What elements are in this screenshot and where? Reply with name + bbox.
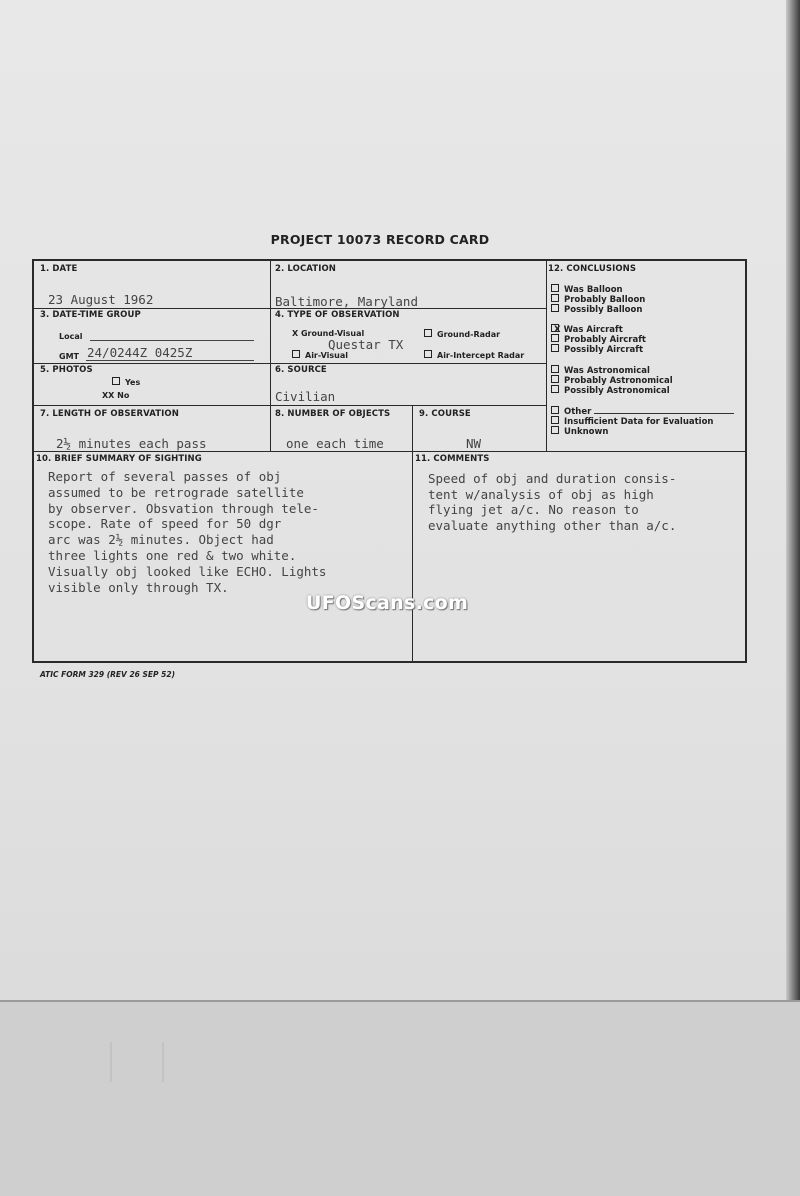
conclusion-label: Was Balloon [564, 285, 623, 295]
conclusion-checkbox [551, 375, 559, 383]
conclusion-label: Possibly Balloon [564, 305, 643, 315]
scan-dark-edge [786, 0, 800, 1000]
photos-yes-checkbox [112, 377, 120, 385]
ground-radar-checkbox [424, 329, 432, 337]
datetime-label: 3. DATE-TIME GROUP [40, 310, 141, 320]
conclusion-checkbox [551, 294, 559, 302]
conclusion-checkbox [551, 426, 559, 434]
conclusion-possibly-astronomical [551, 385, 670, 396]
photos-label: 5. PHOTOS [40, 365, 93, 375]
conclusion-label: Probably Astronomical [564, 376, 673, 386]
summary-line-4: scope. Rate of speed for 50 dgr [48, 516, 282, 532]
location-label: 2. LOCATION [275, 264, 336, 274]
course-value: NW [466, 436, 482, 451]
air-intercept-text: Air-Intercept Radar [437, 351, 525, 360]
conclusions-label: 12. CONCLUSIONS [548, 264, 637, 274]
divider-h-2 [34, 363, 546, 364]
summary-line-3: by observer. Obsvation through tele- [48, 500, 319, 516]
conclusion-checked-mark: X [554, 325, 561, 335]
air-intercept-option [424, 350, 524, 360]
photos-yes-text: Yes [125, 378, 141, 387]
num-objects-value: one each time [286, 436, 384, 451]
ground-visual-mark: X [292, 329, 299, 338]
other-line [594, 413, 734, 414]
comments-line-1: Speed of obj and duration consis- [428, 471, 677, 486]
conclusion-label: Was Aircraft [563, 325, 623, 335]
air-intercept-checkbox [424, 350, 432, 358]
divider-v-3 [412, 405, 413, 661]
date-value: 23 August 1962 [48, 292, 154, 307]
ground-radar-text: Ground-Radar [437, 330, 501, 339]
conclusion-label: Possibly Astronomical [564, 386, 670, 396]
local-line [90, 340, 254, 341]
length-label: 7. LENGTH OF OBSERVATION [40, 409, 179, 419]
conclusion-label: Probably Aircraft [564, 335, 646, 345]
watermark: UFOScans.com [306, 592, 469, 614]
ghost-marks [110, 1042, 164, 1082]
date-label: 1. DATE [40, 264, 78, 274]
comments-line-4: evaluate anything other than a/c. [428, 517, 677, 533]
source-value: Civilian [275, 389, 336, 404]
conclusion-checkbox [551, 304, 559, 312]
summary-line-7: Visually obj looked like ECHO. Lights [48, 563, 327, 579]
course-label: 9. COURSE [419, 409, 471, 419]
conclusion-checkbox [551, 406, 559, 414]
conclusion-checkbox [551, 365, 559, 373]
divider-h-3 [34, 405, 546, 406]
conclusion-checkbox [551, 416, 559, 424]
conclusion-checkbox [551, 334, 559, 342]
summary-label: 10. BRIEF SUMMARY OF SIGHTING [36, 454, 202, 464]
conclusion-unknown [551, 426, 608, 437]
gmt-value: 24/0244Z 0425Z [87, 345, 193, 360]
divider-v-1 [270, 261, 271, 451]
conclusion-label: Was Astronomical [564, 366, 650, 376]
air-visual-text: Air-Visual [305, 351, 349, 360]
comments-label: 11. COMMENTS [415, 454, 490, 464]
num-objects-label: 8. NUMBER OF OBJECTS [275, 409, 391, 419]
form-id: ATIC FORM 329 (REV 26 SEP 52) [40, 670, 176, 679]
comments-line-2: tent w/analysis of obj as high [428, 486, 654, 502]
summary-line-5: arc was 2½ minutes. Object had [48, 532, 274, 548]
conclusion-checkbox [551, 284, 559, 292]
photos-no-option [102, 391, 129, 400]
card-title: PROJECT 10073 RECORD CARD [270, 232, 490, 247]
conclusion-possibly-aircraft [551, 344, 643, 355]
conclusion-checkbox [551, 385, 559, 393]
conclusion-label: Unknown [564, 427, 609, 437]
summary-line-6: three lights one red & two white. [48, 548, 297, 563]
conclusion-label: Possibly Aircraft [564, 345, 644, 355]
location-value: Baltimore, Maryland [275, 294, 418, 309]
source-label: 6. SOURCE [275, 365, 327, 375]
photos-yes-option [112, 377, 140, 387]
photos-no-mark: XX [102, 391, 115, 400]
conclusion-label: Other [564, 407, 592, 417]
comments-line-3: flying jet a/c. No reason to [428, 502, 639, 517]
photos-no-text: No [117, 391, 130, 400]
air-visual-option [292, 350, 348, 360]
conclusion-label: Probably Balloon [564, 295, 646, 305]
divider-v-2 [546, 261, 547, 451]
ground-visual-text: Ground-Visual [300, 329, 365, 338]
summary-line-2: assumed to be retrograde satellite [48, 484, 304, 500]
lower-sheet [0, 1000, 800, 1196]
conclusion-possibly-balloon [551, 304, 642, 315]
summary-line-8: visible only through TX. [48, 579, 229, 595]
observation-typed-note: Questar TX [328, 337, 404, 352]
gmt-label: GMT [59, 352, 79, 361]
length-value: 2½ minutes each pass [56, 436, 207, 451]
observation-type-label: 4. TYPE OF OBSERVATION [275, 310, 400, 320]
local-label: Local [59, 332, 83, 341]
air-visual-checkbox [292, 350, 300, 358]
ground-radar-option [424, 329, 500, 339]
conclusion-label: Insufficient Data for Evaluation [564, 417, 714, 427]
conclusion-checkbox [551, 344, 559, 352]
summary-line-1: Report of several passes of obj [48, 469, 282, 484]
gmt-line [86, 360, 254, 361]
